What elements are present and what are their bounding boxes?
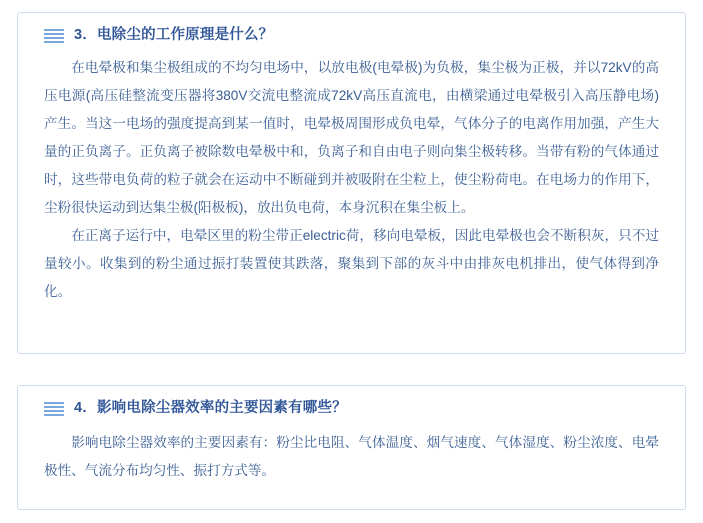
faq-title-3: 3．电除尘的工作原理是什么？ [74,27,274,43]
paragraph: 影响电除尘器效率的主要因素有：粉尘比电阻、气体温度、烟气速度、气体湿度、粉尘浓度、电晕极性、气流分布均匀性、振打方式等。 [44,435,659,479]
lines-list-icon [44,29,64,43]
lines-list-icon [44,402,64,416]
faq-heading-4 [18,386,685,417]
faq-heading-3 [18,13,685,44]
faq-card-3 [17,12,686,354]
paragraph: 在正离子运行中，电晕区里的粉尘带正electric荷，移向电晕板，因此电晕极也会不断积灰，只不过量较小。收集到的粉尘通过振打装置使其跌落，聚集到下部的灰斗中由排灰电机排出，使气体得到净化。 [44,228,659,300]
faq-card-4 [17,385,686,510]
faq-body-4 [44,429,659,485]
paragraph: 在电晕极和集尘极组成的不均匀电场中，以放电极(电晕极)为负极，集尘极为正极，并以72kV的高压电源(高压硅整流变压器将380V交流电整流成72kV高压直流电，由横梁通过电晕极引入高压静电场)产生。当这一电场的强度提高到某一值时，电晕极周围形成负电晕，气体分子的电离作用加强，产生大量的正负离子。正负离子被除数电晕极中和，负离子和自由电子则向集尘极转移。当带有粉的气体通过时，这些带电负荷的粒子就会在运动中不断碰到并被吸附在尘粒上，使尘粉荷电。在电场力的作用下，尘粉很快运动到达集尘极(阳极板)，放出负电荷，本身沉积在集尘板上。 [44,60,659,216]
faq-title-4: 4．影响电除尘器效率的主要因素有哪些？ [74,400,347,416]
faq-body-3 [44,54,659,306]
